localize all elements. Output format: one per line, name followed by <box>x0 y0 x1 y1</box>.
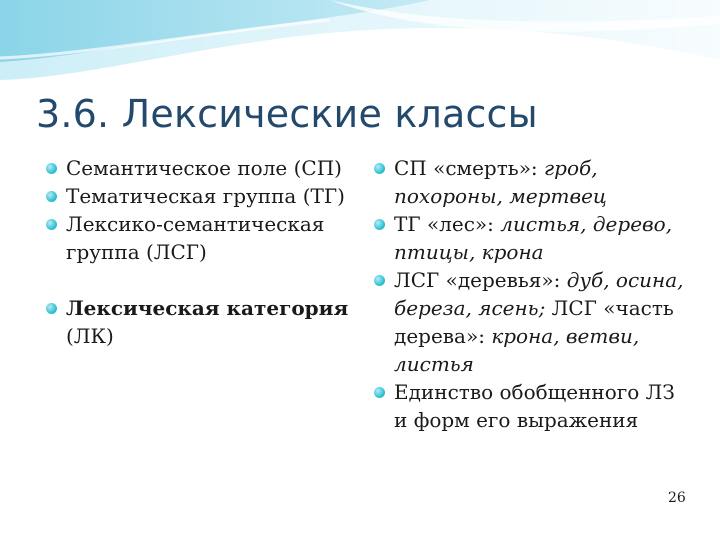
list-item <box>372 266 692 378</box>
item-label: ЛСГ «часть дерева»: <box>394 296 674 348</box>
left-column <box>44 154 364 350</box>
list-item <box>44 210 364 266</box>
item-text: (ЛК) <box>66 324 114 348</box>
item-text: Лексико-семантическая группа (ЛСГ) <box>66 212 325 264</box>
list-item <box>372 378 692 434</box>
list-item <box>372 154 692 210</box>
round-bullet-icon <box>374 275 385 286</box>
round-bullet-icon <box>46 219 57 230</box>
round-bullet-icon <box>46 303 57 314</box>
right-column <box>372 154 692 434</box>
item-examples: листья, дерево, птицы, крона <box>394 212 673 264</box>
item-label: СП «смерть»: <box>394 156 545 180</box>
item-text: Единство обобщенного ЛЗ и форм его выражения <box>394 380 675 432</box>
round-bullet-icon <box>46 163 57 174</box>
round-bullet-icon <box>374 163 385 174</box>
page-number: 26 <box>668 490 686 506</box>
slide-title: 3.6. Лексические классы <box>36 92 538 136</box>
round-bullet-icon <box>374 387 385 398</box>
item-text: Тематическая группа (ТГ) <box>66 184 345 208</box>
item-text-bold: Лексическая категория <box>66 296 349 320</box>
item-text: Семантическое поле (СП) <box>66 156 342 180</box>
list-item <box>44 154 364 182</box>
item-examples: гроб, похороны, мертвец <box>394 156 607 208</box>
item-examples: крона, ветви, листья <box>394 324 640 376</box>
item-label: ЛСГ «деревья»: <box>394 268 567 292</box>
list-item <box>372 210 692 266</box>
round-bullet-icon <box>46 191 57 202</box>
list-item <box>44 182 364 210</box>
round-bullet-icon <box>374 219 385 230</box>
item-examples: дуб, осина, береза, ясень; <box>394 268 684 320</box>
item-label: ТГ «лес»: <box>394 212 501 236</box>
list-item <box>44 294 364 350</box>
wave-header-decoration <box>0 0 720 90</box>
